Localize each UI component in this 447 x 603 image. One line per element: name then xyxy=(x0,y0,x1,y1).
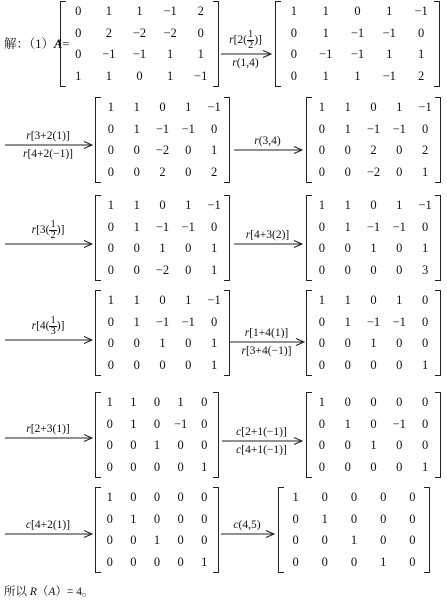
matrix-cell: 0 xyxy=(106,438,113,453)
matrix-cell: 0 xyxy=(370,459,377,474)
matrix-cell: −1 xyxy=(319,47,333,62)
matrix-cell: 1 xyxy=(130,395,137,410)
matrix-cell: 1 xyxy=(318,100,326,115)
matrix-cell: 0 xyxy=(396,336,403,351)
matrix-cell: 0 xyxy=(290,68,298,83)
matrix-cell: 1 xyxy=(105,4,113,19)
matrix-cell: 1 xyxy=(133,219,140,234)
matrix-cell: 0 xyxy=(185,357,192,372)
matrix-cell: 1 xyxy=(107,293,115,308)
matrix-cell: 0 xyxy=(201,395,208,410)
matrix-step-8 xyxy=(95,392,219,478)
matrix-cell: 0 xyxy=(318,357,326,372)
matrix-cell: 1 xyxy=(344,314,351,329)
matrix-cell: 1 xyxy=(106,490,113,505)
matrix-cell: −1 xyxy=(207,198,221,213)
matrix-cell: 1 xyxy=(210,336,218,351)
matrix-cell: 0 xyxy=(153,459,161,474)
matrix-step-6 xyxy=(95,290,230,376)
prefix-variable: A xyxy=(54,37,63,51)
matrix-cell: 0 xyxy=(321,490,328,505)
matrix-step-5 xyxy=(306,195,441,281)
matrix-cell: 0 xyxy=(370,198,377,213)
matrix-cell: 1 xyxy=(107,198,115,213)
matrix-cell: 0 xyxy=(318,336,326,351)
operation-label-top: r[3+2(1)] xyxy=(26,130,70,142)
matrix-cell: 0 xyxy=(350,554,358,569)
matrix-cell: −1 xyxy=(155,219,170,234)
matrix-cell: −1 xyxy=(350,25,365,40)
matrix-cell: 0 xyxy=(409,533,416,548)
matrix-cell: 1 xyxy=(417,47,425,62)
matrix-cell: 0 xyxy=(370,357,377,372)
matrix-cell: 0 xyxy=(292,554,299,569)
operation-label-top: r[2+3(1)] xyxy=(26,423,70,435)
matrix-cell: 1 xyxy=(292,490,299,505)
matrix-cell: 0 xyxy=(318,314,326,329)
matrix-cell: −1 xyxy=(163,4,177,19)
matrix-cell: 0 xyxy=(201,533,208,548)
matrix-cell: 1 xyxy=(386,4,393,19)
matrix-cell: 0 xyxy=(201,511,208,526)
matrix-cell: 1 xyxy=(350,533,358,548)
matrix-cell: 0 xyxy=(380,533,387,548)
matrix-cell: 3 xyxy=(421,262,429,277)
matrix-cell: 0 xyxy=(421,438,429,453)
matrix-cell: 1 xyxy=(318,293,326,308)
matrix-cell: −1 xyxy=(418,100,432,115)
matrix-cell: 1 xyxy=(344,416,351,431)
arrow-shape xyxy=(220,437,303,445)
matrix-cell: 0 xyxy=(318,143,326,158)
matrix-cell: −1 xyxy=(207,100,221,115)
matrix-cell: 0 xyxy=(177,554,184,569)
operation-arrow-10 xyxy=(3,508,93,542)
matrix-cell: 0 xyxy=(107,219,115,234)
matrix-cell: 0 xyxy=(318,262,326,277)
matrix-cell: 1 xyxy=(153,533,161,548)
matrix-cell: 0 xyxy=(396,357,403,372)
matrix-cell: 1 xyxy=(210,357,218,372)
matrix-step-7 xyxy=(306,290,441,376)
matrix-cell: 0 xyxy=(290,47,298,62)
matrix-cell: 0 xyxy=(185,336,192,351)
matrix-cell: 0 xyxy=(396,164,403,179)
prefix-equals: = xyxy=(62,37,70,51)
matrix-cell: −1 xyxy=(392,314,406,329)
matrix-cell: 1 xyxy=(318,198,326,213)
matrix-cell: 1 xyxy=(370,241,377,256)
matrix-cell: 0 xyxy=(396,262,403,277)
matrix-cell: 0 xyxy=(133,357,140,372)
arrow-shape xyxy=(228,338,305,346)
matrix-cell: −1 xyxy=(194,68,208,83)
matrix-cell: 0 xyxy=(130,490,137,505)
matrix-cell: 0 xyxy=(201,490,208,505)
matrix-cell: 0 xyxy=(107,241,115,256)
matrix-cell: 0 xyxy=(130,533,137,548)
matrix-step-10 xyxy=(95,487,219,573)
matrix-cell: −2 xyxy=(132,25,147,40)
matrix-cell: 0 xyxy=(130,438,137,453)
matrix-cell: 0 xyxy=(107,164,115,179)
matrix-cell: 1 xyxy=(133,314,140,329)
arrow-shape xyxy=(219,50,272,58)
matrix-cell: 0 xyxy=(185,143,192,158)
matrix-cell: 0 xyxy=(318,219,326,234)
matrix-cell: 1 xyxy=(421,357,429,372)
matrix-cell: −1 xyxy=(382,68,396,83)
matrix-cell: 0 xyxy=(396,143,403,158)
matrix-cell: 0 xyxy=(107,262,115,277)
matrix-cell: 0 xyxy=(75,25,82,40)
matrix-cell: 0 xyxy=(417,25,425,40)
matrix-cell: 0 xyxy=(344,262,351,277)
matrix-cell: 0 xyxy=(130,554,137,569)
matrix-cell: 0 xyxy=(177,533,184,548)
matrix-cell: −1 xyxy=(181,219,195,234)
matrix-cell: 1 xyxy=(344,198,351,213)
matrix-cell: 1 xyxy=(130,511,137,526)
operation-label-top: c[2+1(−1)] xyxy=(236,426,287,438)
operation-label-top: r[4( $\frac{1}{3}$ )] xyxy=(31,315,65,337)
matrix-cell: 0 xyxy=(318,164,326,179)
matrix-cell: 0 xyxy=(350,490,358,505)
matrix-cell: 0 xyxy=(421,314,429,329)
matrix-cell: 0 xyxy=(350,511,358,526)
matrix-cell: 0 xyxy=(107,143,115,158)
matrix-cell: 0 xyxy=(177,459,184,474)
matrix-cell: 0 xyxy=(421,336,429,351)
matrix-cell: 0 xyxy=(133,262,140,277)
matrix-cell: 0 xyxy=(159,100,166,115)
matrix-cell: 0 xyxy=(380,511,387,526)
matrix-cell: 1 xyxy=(322,25,329,40)
operation-arrow-9 xyxy=(220,413,303,473)
matrix-cell: 1 xyxy=(75,68,82,83)
matrix-cell: 1 xyxy=(380,554,387,569)
matrix-cell: 0 xyxy=(130,459,137,474)
matrix-cell: −1 xyxy=(155,314,170,329)
matrix-cell: 0 xyxy=(409,490,416,505)
matrix-step-4 xyxy=(95,195,230,281)
matrix-cell: −1 xyxy=(207,293,221,308)
matrix-cell: 0 xyxy=(177,511,184,526)
matrix-cell: 2 xyxy=(159,164,166,179)
matrix-cell: −1 xyxy=(350,47,365,62)
matrix-cell: 1 xyxy=(321,511,328,526)
matrix-cell: 0 xyxy=(210,121,218,136)
matrix-cell: 0 xyxy=(133,336,140,351)
matrix-cell: 1 xyxy=(421,241,429,256)
operation-label-top: c(4,5) xyxy=(233,519,261,531)
matrix-cell: 1 xyxy=(210,241,218,256)
matrix-cell: 1 xyxy=(370,438,377,453)
matrix-cell: 2 xyxy=(417,68,425,83)
matrix-cell: 1 xyxy=(396,100,403,115)
arrow-shape xyxy=(219,530,275,538)
conclusion-text: 所以 R（A）= 4。 xyxy=(4,586,94,598)
arrow-shape xyxy=(3,530,93,538)
matrix-cell: 0 xyxy=(290,25,298,40)
matrix-cell: 0 xyxy=(344,143,351,158)
matrix-cell: 0 xyxy=(396,395,403,410)
matrix-cell: 1 xyxy=(136,4,143,19)
matrix-cell: 0 xyxy=(292,533,299,548)
arrow-shape xyxy=(3,141,93,149)
matrix-cell: 0 xyxy=(107,314,115,329)
matrix-cell: −1 xyxy=(132,47,147,62)
matrix-cell: −1 xyxy=(366,314,381,329)
matrix-cell: 1 xyxy=(201,554,208,569)
matrix-cell: 1 xyxy=(133,121,140,136)
matrix-cell: 0 xyxy=(370,100,377,115)
matrix-cell: 1 xyxy=(344,219,351,234)
matrix-cell: 1 xyxy=(107,100,115,115)
matrix-cell: 1 xyxy=(106,395,113,410)
matrix-cell: 0 xyxy=(201,416,208,431)
arrow-shape xyxy=(232,240,303,248)
matrix-cell: 0 xyxy=(153,490,161,505)
arrow-shape xyxy=(3,434,93,442)
matrix-cell: 0 xyxy=(153,416,161,431)
matrix-cell: 1 xyxy=(396,198,403,213)
matrix-cell: 1 xyxy=(396,293,403,308)
matrix-cell: 1 xyxy=(370,336,377,351)
matrix-cell: 0 xyxy=(344,241,351,256)
operation-arrow-1 xyxy=(219,18,272,78)
matrix-cell: −1 xyxy=(181,314,195,329)
matrix-step-1 xyxy=(275,1,440,87)
matrix-cell: 0 xyxy=(409,554,416,569)
matrix-cell: 0 xyxy=(421,121,429,136)
matrix-cell: 1 xyxy=(166,68,174,83)
operation-arrow-2 xyxy=(3,117,93,173)
matrix-cell: −1 xyxy=(414,4,428,19)
matrix-cell: 0 xyxy=(107,121,115,136)
matrix-cell: −2 xyxy=(155,262,170,277)
operation-label-top: r[4+3(2)] xyxy=(245,229,290,241)
operation-arrow-6 xyxy=(3,300,93,348)
matrix-cell: 0 xyxy=(153,395,161,410)
matrix-cell: 0 xyxy=(318,438,326,453)
matrix-cell: 1 xyxy=(210,143,218,158)
matrix-cell: 0 xyxy=(185,241,192,256)
matrix-cell: 0 xyxy=(106,511,113,526)
matrix-cell: 0 xyxy=(370,293,377,308)
matrix-cell: 1 xyxy=(159,336,166,351)
matrix-cell: −1 xyxy=(392,219,406,234)
matrix-cell: 0 xyxy=(370,416,377,431)
matrix-cell: 0 xyxy=(107,336,115,351)
operation-label-bottom: c[4+1(−1)] xyxy=(236,444,287,456)
matrix-cell: 1 xyxy=(133,293,140,308)
operation-arrow-5 xyxy=(232,218,303,252)
matrix-cell: 2 xyxy=(370,143,377,158)
operation-label-top: r[1+4(1)] xyxy=(244,327,289,339)
matrix-cell: 0 xyxy=(185,262,192,277)
matrix-cell: 1 xyxy=(185,198,192,213)
matrix-cell: 0 xyxy=(421,416,429,431)
matrix-cell: 0 xyxy=(159,293,166,308)
matrix-cell: −2 xyxy=(155,143,170,158)
matrix-cell: 0 xyxy=(396,241,403,256)
matrix-cell: 1 xyxy=(322,68,329,83)
matrix-cell: 0 xyxy=(210,314,218,329)
matrix-cell: 0 xyxy=(136,68,143,83)
matrix-cell: 0 xyxy=(344,438,351,453)
matrix-cell: 0 xyxy=(106,416,113,431)
matrix-cell: 1 xyxy=(133,198,140,213)
matrix-cell: 0 xyxy=(292,511,299,526)
operation-arrow-4 xyxy=(3,204,93,252)
matrix-cell: 0 xyxy=(421,219,429,234)
matrix-A xyxy=(60,1,219,87)
arrow-shape xyxy=(3,240,93,248)
matrix-cell: 1 xyxy=(133,100,140,115)
matrix-cell: 1 xyxy=(290,4,298,19)
matrix-cell: 2 xyxy=(421,143,429,158)
matrix-cell: 0 xyxy=(159,357,166,372)
matrix-cell: 0 xyxy=(153,554,161,569)
matrix-cell: 0 xyxy=(106,554,113,569)
arrow-shape xyxy=(232,146,303,154)
matrix-cell: 0 xyxy=(153,511,161,526)
matrix-cell: 1 xyxy=(185,100,192,115)
matrix-cell: 0 xyxy=(380,490,387,505)
matrix-cell: 1 xyxy=(386,47,393,62)
matrix-cell: 0 xyxy=(421,293,429,308)
matrix-cell: 0 xyxy=(354,4,361,19)
matrix-cell: 0 xyxy=(159,198,166,213)
matrix-cell: 0 xyxy=(318,241,326,256)
matrix-cell: 1 xyxy=(166,47,174,62)
matrix-cell: 0 xyxy=(321,533,328,548)
matrix-cell: −1 xyxy=(102,47,116,62)
matrix-cell: −1 xyxy=(392,121,406,136)
matrix-cell: 1 xyxy=(354,68,361,83)
arrow-shape xyxy=(3,336,93,344)
matrix-cell: 0 xyxy=(370,395,377,410)
matrix-cell: −1 xyxy=(173,416,188,431)
matrix-cell: 0 xyxy=(318,459,326,474)
matrix-cell: −1 xyxy=(155,121,170,136)
matrix-step-9 xyxy=(306,392,441,478)
matrix-cell: 0 xyxy=(321,554,328,569)
matrix-cell: 1 xyxy=(185,293,192,308)
matrix-cell: 0 xyxy=(185,164,192,179)
matrix-step-3 xyxy=(306,97,441,183)
matrix-cell: 0 xyxy=(133,143,140,158)
prefix-label: 解：（1） xyxy=(4,37,55,51)
matrix-cell: 0 xyxy=(201,438,208,453)
matrix-cell: 0 xyxy=(344,357,351,372)
matrix-cell: 0 xyxy=(370,262,377,277)
matrix-cell: −1 xyxy=(181,121,195,136)
matrix-cell: 0 xyxy=(344,164,351,179)
matrix-cell: 0 xyxy=(107,357,115,372)
matrix-step-2 xyxy=(95,97,230,183)
matrix-cell: 1 xyxy=(130,416,137,431)
matrix-cell: 0 xyxy=(210,219,218,234)
matrix-cell: 1 xyxy=(421,459,429,474)
matrix-cell: 0 xyxy=(344,336,351,351)
matrix-cell: 0 xyxy=(318,121,326,136)
operation-arrow-8 xyxy=(3,412,93,446)
matrix-cell: 0 xyxy=(106,459,113,474)
matrix-cell: 0 xyxy=(344,395,351,410)
matrix-cell: 1 xyxy=(344,293,351,308)
operation-label-top: r[3( $\frac{1}{2}$ )] xyxy=(31,219,65,241)
matrix-cell: −1 xyxy=(366,219,381,234)
matrix-cell: −1 xyxy=(392,416,406,431)
matrix-cell: 0 xyxy=(396,459,403,474)
matrix-cell: 1 xyxy=(201,459,208,474)
matrix-step-11 xyxy=(278,487,430,573)
matrix-cell: 0 xyxy=(133,241,140,256)
matrix-cell: 0 xyxy=(344,459,351,474)
matrix-cell: −2 xyxy=(366,164,381,179)
matrix-cell: 0 xyxy=(177,438,184,453)
matrix-cell: 1 xyxy=(153,438,161,453)
operation-label-top: r[2( $\frac{1}{2}$ )] xyxy=(229,29,262,51)
matrix-cell: −1 xyxy=(366,121,381,136)
matrix-cell: 1 xyxy=(159,241,166,256)
matrix-cell: 0 xyxy=(75,47,82,62)
matrix-cell: 2 xyxy=(197,4,204,19)
operation-label-bottom: r[4+2(−1)] xyxy=(22,148,74,160)
matrix-cell: 1 xyxy=(197,47,204,62)
matrix-cell: −1 xyxy=(382,25,396,40)
operation-arrow-3 xyxy=(232,124,303,158)
matrix-cell: 2 xyxy=(210,164,218,179)
matrix-cell: 1 xyxy=(344,100,351,115)
matrix-cell: 0 xyxy=(133,164,140,179)
operation-arrow-7 xyxy=(228,314,305,374)
operation-arrow-11 xyxy=(219,508,275,542)
matrix-cell: 0 xyxy=(396,438,403,453)
operation-label-top: c[4+2(1)] xyxy=(25,519,71,531)
matrix-cell: 0 xyxy=(106,533,113,548)
matrix-cell: 0 xyxy=(75,4,82,19)
matrix-cell: −1 xyxy=(418,198,432,213)
operation-label-bottom: r[3+4(−1)] xyxy=(241,345,292,357)
matrix-cell: 1 xyxy=(344,121,351,136)
matrix-cell: 1 xyxy=(318,395,326,410)
matrix-cell: 1 xyxy=(177,395,184,410)
matrix-cell: 0 xyxy=(421,395,429,410)
operation-label-bottom: r(1,4) xyxy=(232,57,259,69)
matrix-cell: 1 xyxy=(105,68,113,83)
operation-label-top: r(3,4) xyxy=(254,135,281,147)
matrix-cell: 1 xyxy=(322,4,329,19)
matrix-cell: 0 xyxy=(197,25,204,40)
matrix-cell: −2 xyxy=(163,25,177,40)
matrix-cell: 1 xyxy=(421,164,429,179)
matrix-cell: 0 xyxy=(177,490,184,505)
matrix-cell: 2 xyxy=(105,25,113,40)
matrix-cell: 0 xyxy=(318,416,326,431)
matrix-cell: 0 xyxy=(409,511,416,526)
matrix-cell: 1 xyxy=(210,262,218,277)
